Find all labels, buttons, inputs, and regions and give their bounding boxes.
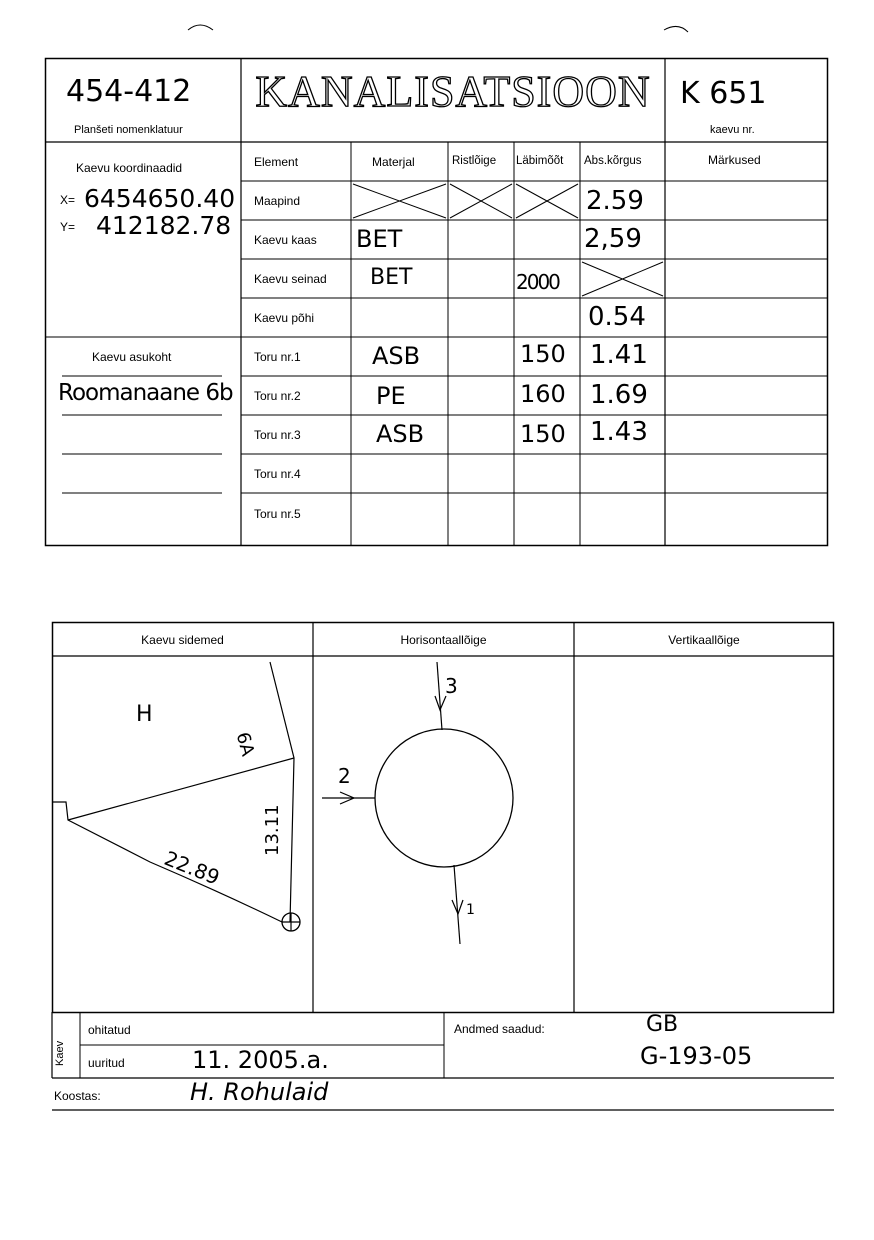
location-label: Kaevu asukoht [92, 350, 172, 364]
materjal-kaevu-kaas: BET [356, 225, 403, 253]
col-header-markused: Märkused [708, 153, 761, 167]
abs-toru-2: 1.69 [590, 380, 648, 410]
col-header-element: Element [254, 155, 299, 169]
row-label-toru-2: Toru nr.2 [254, 389, 301, 403]
andmed-value-1: GB [646, 1012, 679, 1037]
koostas-label: Koostas: [54, 1089, 101, 1103]
col-header-ristloige: Ristlõige [452, 155, 497, 167]
labimoot-toru-2: 160 [520, 380, 566, 408]
row-label-maapind: Maapind [254, 194, 301, 208]
ohitatud-label: ohitatud [88, 1023, 131, 1037]
abs-kaevu-kaas: 2,59 [584, 224, 642, 254]
materjal-toru-3: ASB [376, 420, 425, 448]
row-label-toru-5: Toru nr.5 [254, 507, 301, 521]
pipe-label-2: 2 [338, 764, 351, 788]
row-label-toru-1: Toru nr.1 [254, 350, 301, 364]
col-header-labimoot: Läbimõõt [516, 155, 564, 167]
materjal-kaevu-seinad: BET [370, 265, 413, 290]
y-coordinate: 412182.78 [96, 211, 232, 240]
materjal-toru-1: ASB [372, 342, 421, 370]
panel-title-horizontal: Horisontaallõige [400, 633, 487, 647]
row-label-kaevu-seinad: Kaevu seinad [254, 272, 327, 286]
labimoot-toru-3: 150 [520, 420, 566, 448]
col-header-abs-korgus: Abs.kõrgus [584, 155, 642, 167]
koostas-value: H. Rohulaid [190, 1078, 329, 1106]
labimoot-kaevu-seinad: 2000 [516, 270, 559, 294]
row-label-kaevu-kaas: Kaevu kaas [254, 233, 317, 247]
house-label: H [136, 702, 153, 727]
pipe-label-3: 3 [445, 674, 458, 698]
materjal-toru-2: PE [376, 382, 406, 410]
abs-maapind: 2.59 [586, 186, 644, 216]
well-number: K 651 [680, 76, 767, 111]
label-6a: 6A [231, 730, 259, 759]
distance-vertical: 13.11 [262, 804, 283, 856]
location-value: Roomanaane 6b [58, 380, 233, 406]
coordinates-label: Kaevu koordinaadid [76, 161, 183, 175]
distance-diagonal: 22.89 [161, 846, 224, 890]
well-number-label: kaevu nr. [710, 124, 755, 136]
sheet-number: 454-412 [66, 74, 192, 109]
panel-title-vertical: Vertikaallõige [668, 633, 740, 647]
kaev-label: Kaev [54, 1040, 66, 1066]
abs-toru-1: 1.41 [590, 340, 648, 370]
uuritud-value: 11. 2005.a. [192, 1046, 329, 1074]
labimoot-toru-1: 150 [520, 340, 566, 368]
panel-title-ties: Kaevu sidemed [141, 633, 224, 647]
sheet-label: Planšeti nomenklatuur [74, 124, 183, 136]
x-coordinate: 6454650.40 [84, 184, 236, 213]
x-prefix: X= [60, 193, 76, 207]
abs-toru-3: 1.43 [590, 417, 648, 447]
y-prefix: Y= [60, 220, 76, 234]
pipe-label-1: 1 [466, 902, 475, 918]
row-label-toru-4: Toru nr.4 [254, 467, 301, 481]
row-label-kaevu-pohi: Kaevu põhi [254, 311, 315, 325]
andmed-label: Andmed saadud: [454, 1022, 545, 1036]
row-label-toru-3: Toru nr.3 [254, 428, 301, 442]
andmed-value-2: G-193-05 [640, 1042, 753, 1070]
col-header-materjal: Materjal [372, 155, 415, 169]
form-title: KANALISATSIOON [255, 67, 651, 116]
uuritud-label: uuritud [88, 1056, 125, 1070]
abs-kaevu-pohi: 0.54 [588, 302, 646, 332]
